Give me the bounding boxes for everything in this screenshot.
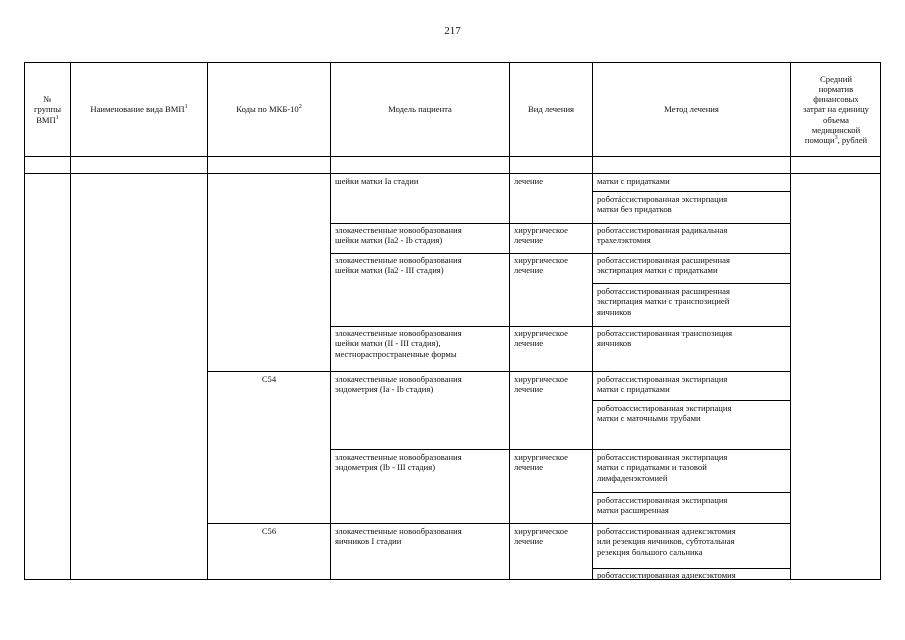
cell-model-r3: злокачественные новообразования шейки матки (Ia2 - III стадия) bbox=[335, 255, 462, 276]
header-icd-codes: Коды по МКБ-$10^2$ bbox=[236, 104, 302, 115]
cell-method-r6b: роботассистированная экстирпация матки расширенная bbox=[597, 495, 728, 516]
cell-model-r1: шейки матки Ia стадии bbox=[335, 176, 419, 186]
cell-model-r6: злокачественные новообразования эндометрия (Ib - III стадия) bbox=[335, 452, 462, 473]
cell-kind-r6: хирургическое лечение bbox=[514, 452, 568, 473]
header-financial-norm: Средний норматив финансовых затрат на единицу объема медицинской помощи$^3$, рублей bbox=[803, 74, 869, 145]
cell-method-r6: роботассистированная экстирпация матки с придатками и тазовой лимфаденэктомией bbox=[597, 452, 728, 483]
header-vmp-name: Наименование вида ВМП$^1$ bbox=[90, 104, 188, 115]
cell-code-c54: C54 bbox=[261, 374, 277, 384]
header-treatment-kind: Вид лечения bbox=[527, 104, 575, 115]
cell-model-r4: злокачественные новообразования шейки матки (II - III стадия), местнораспространенные формы bbox=[335, 328, 462, 359]
cell-method-r3b: роботассистированная расширенная экстирпация матки с транспозицией яичников bbox=[597, 286, 730, 317]
cell-method-r2: роботассистированная радикальная трахелэктомия bbox=[597, 225, 728, 246]
page-number: 217 bbox=[444, 25, 461, 37]
header-treatment-method: Метод лечения bbox=[664, 104, 719, 115]
cell-kind-r5: хирургическое лечение bbox=[514, 374, 568, 395]
cell-kind-r2: хирургическое лечение bbox=[514, 225, 568, 246]
cell-method-r5: роботассистированная экстирпация матки с придатками bbox=[597, 374, 728, 395]
cell-kind-r3: хирургическое лечение bbox=[514, 255, 568, 276]
cell-method-r5b: роботоассистированная экстирпация матки с маточными трубами bbox=[597, 403, 732, 424]
cell-method-r7: роботассистированная аднексэктомия или резекция яичников, субтотальная резекция большого сальника bbox=[597, 526, 736, 557]
cell-model-r5: злокачественные новообразования эндометрия (Ia - Ib стадия) bbox=[335, 374, 462, 395]
cell-method-r3: роботассистированная расширенная экстирпация матки с придатками bbox=[597, 255, 730, 276]
medical-care-table bbox=[24, 62, 881, 580]
cell-kind-r1: лечение bbox=[514, 176, 544, 186]
header-group-number: № группы ВМП$^1$ bbox=[34, 94, 61, 125]
cell-kind-r7: хирургическое лечение bbox=[514, 526, 568, 547]
cell-method-r1: матки с придатками bbox=[597, 176, 670, 186]
cell-method-r4: роботассистированная транспозиция яичников bbox=[597, 328, 733, 349]
cell-code-c56: C56 bbox=[261, 526, 277, 536]
cell-model-r2: злокачественные новообразования шейки матки (Ia2 - Ib стадия) bbox=[335, 225, 462, 246]
cell-model-r7: злокачественные новообразования яичников I стадии bbox=[335, 526, 462, 547]
cell-kind-r4: хирургическое лечение bbox=[514, 328, 568, 349]
header-patient-model: Модель пациента bbox=[388, 104, 452, 115]
cell-method-r1b: роботáссистированная экстирпация матки без придатков bbox=[597, 194, 728, 215]
cell-method-r7b: роботассистированная аднексэктомия bbox=[597, 570, 736, 580]
